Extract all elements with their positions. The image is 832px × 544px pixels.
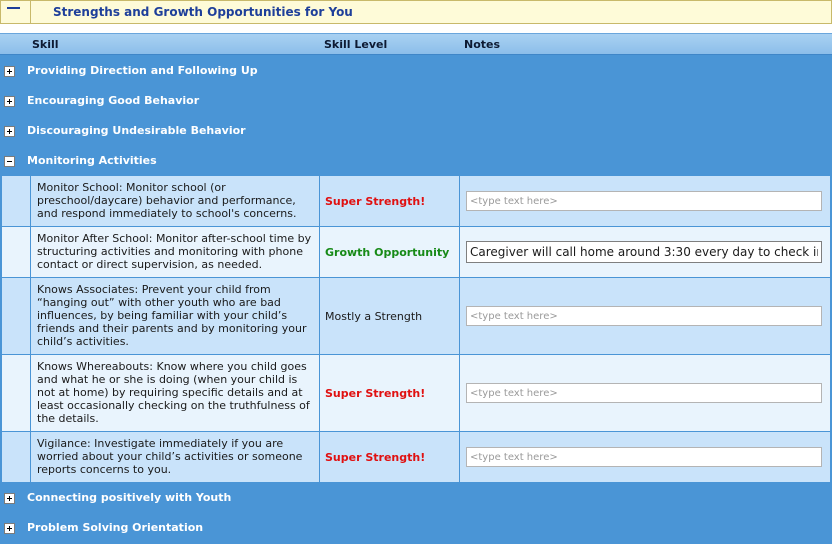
section-title: Strengths and Growth Opportunities for You	[53, 5, 353, 19]
section-title-bar	[0, 0, 832, 24]
notes-input[interactable]	[466, 447, 822, 467]
category-label: Providing Direction and Following Up	[27, 64, 258, 77]
category-label: Monitoring Activities	[27, 154, 157, 167]
category-connecting-youth[interactable]	[0, 483, 832, 513]
skill-level-value[interactable]: Super Strength!	[325, 450, 426, 464]
header-skill-level: Skill Level	[324, 38, 388, 51]
skill-description: Monitor School: Monitor school (or preschool/daycare) behavior and performance, and respond immediately to school's concerns.	[31, 176, 319, 226]
category-problem-solving[interactable]	[0, 513, 832, 543]
category-label: Connecting positively with Youth	[27, 491, 232, 504]
table-row	[2, 176, 830, 226]
skill-description: Knows Whereabouts: Know where you child goes and what he or she is doing (when your child is not at home) by requiring specific details and at least occasionally checking on the truthfulness of the details.	[31, 355, 319, 431]
notes-input[interactable]	[466, 306, 822, 326]
skills-panel	[0, 33, 832, 544]
notes-input[interactable]	[466, 191, 822, 211]
category-encouraging-behavior[interactable]	[0, 86, 832, 116]
skill-level-value[interactable]: Growth Opportunity	[325, 245, 450, 259]
skill-level-value[interactable]: Super Strength!	[325, 194, 426, 208]
notes-input[interactable]	[466, 241, 822, 263]
table-row	[2, 227, 830, 277]
category-providing-direction[interactable]	[0, 56, 832, 86]
skill-description: Monitor After School: Monitor after-school time by structuring activities and monitoring with phone contact or direct supervision, as needed.	[31, 227, 319, 277]
expand-plus-icon[interactable]	[4, 523, 15, 534]
skill-level-value[interactable]: Mostly a Strength	[325, 309, 423, 323]
collapse-section-button[interactable]	[1, 1, 31, 23]
table-header	[0, 33, 832, 55]
table-row	[2, 432, 830, 482]
table-row	[2, 355, 830, 431]
notes-input[interactable]	[466, 383, 822, 403]
skill-description: Vigilance: Investigate immediately if you are worried about your child’s activities or someone reports concerns to you.	[31, 432, 319, 482]
expand-plus-icon[interactable]	[4, 66, 15, 77]
header-skill: Skill	[32, 38, 59, 51]
table-row	[2, 278, 830, 354]
category-discouraging-behavior[interactable]	[0, 116, 832, 146]
expand-plus-icon[interactable]	[4, 493, 15, 504]
collapse-minus-icon	[7, 7, 20, 9]
skill-level-value[interactable]: Super Strength!	[325, 386, 426, 400]
collapse-minus-icon[interactable]	[4, 156, 15, 167]
expand-plus-icon[interactable]	[4, 96, 15, 107]
header-notes: Notes	[464, 38, 501, 51]
category-monitoring-activities[interactable]	[0, 146, 832, 176]
skill-description: Knows Associates: Prevent your child from “hanging out” with other youth who are bad influences, by being familiar with your child’s friends and their parents and by monitoring your child’s activities.	[31, 278, 319, 354]
category-label: Encouraging Good Behavior	[27, 94, 200, 107]
category-label: Problem Solving Orientation	[27, 521, 204, 534]
expand-plus-icon[interactable]	[4, 126, 15, 137]
category-label: Discouraging Undesirable Behavior	[27, 124, 246, 137]
